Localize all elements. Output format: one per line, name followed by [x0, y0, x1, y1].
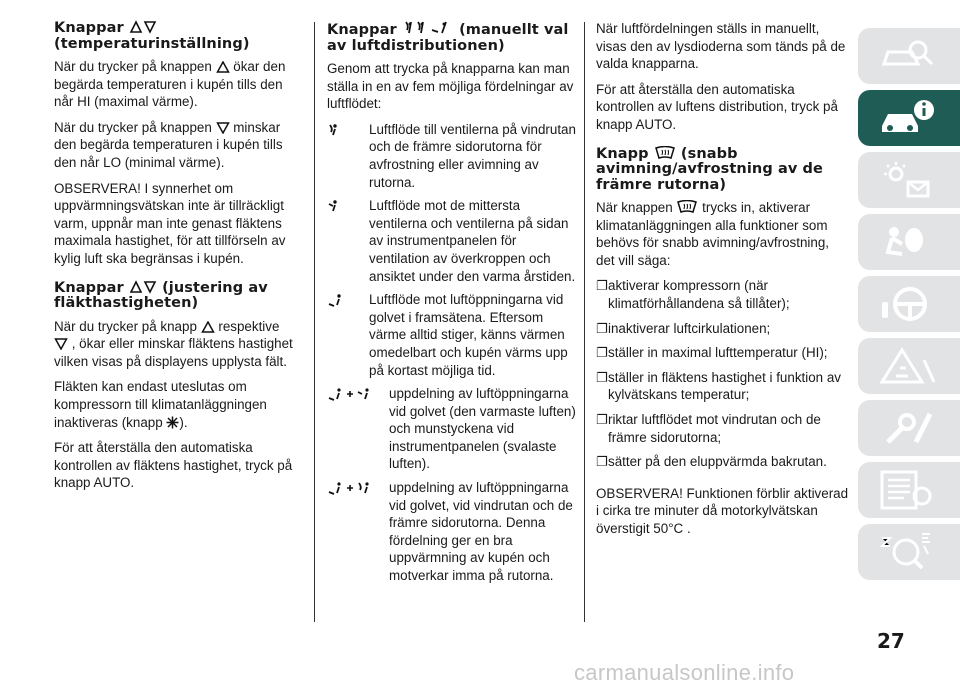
air-windshield-icon: [327, 121, 369, 191]
paragraph: När du trycker på knappen ökar den begärda temperaturen i kupén tills den når HI (maximal värme).: [54, 59, 286, 110]
column-divider: [584, 22, 585, 622]
air-face-icon: [327, 197, 369, 285]
column-right: [596, 20, 850, 546]
checkbox-bullet: ❐: [596, 412, 608, 427]
list-item: Luftflöde till ventilerna på vindrutan och de främre sidorutorna för avfrostning eller avimning av rutorna.: [327, 121, 577, 191]
paragraph: När luftfördelningen ställs in manuellt, visas den av lysdioderna som tänds på de valda knapparna.: [596, 21, 846, 72]
windshield-defrost-icon: [676, 200, 698, 214]
fan-icon: [166, 416, 179, 429]
air-distribution-icon: [402, 20, 454, 36]
paragraph: När du trycker på knappen minskar den begärda temperaturen i kupén tills den når LO (minimal värme).: [54, 119, 283, 170]
heading-temperature: Knappar (temperaturinställning): [54, 20, 250, 52]
list-item: Luftflöde mot de mittersta ventilerna och ventilerna på sidan av instrumentpanelen för ventilation av överkroppen och ansiktet under den varma årstiden.: [327, 197, 577, 285]
heading-defrost: Knapp (snabb avimning/avfrostning av de främre rutorna): [596, 145, 823, 193]
list-item: Luftflöde mot luftöppningarna vid golvet i framsätena. Eftersom värme alltid stiger, känns värmen omedelbart och kupén värms upp på kortast möjliga tid.: [327, 291, 577, 379]
triangle-up-icon: [201, 321, 215, 333]
triangle-up-icon: [216, 61, 230, 73]
search-car-icon: [878, 36, 938, 76]
heading-fan-speed: Knappar (justering av fläkthastigheten): [54, 279, 268, 312]
checkbox-bullet: ❐: [596, 454, 608, 470]
car-info-icon: [878, 98, 938, 138]
tab-instrument-panel[interactable]: [858, 90, 960, 146]
page-number: 27: [877, 629, 905, 653]
wrench-icon: [878, 408, 938, 448]
list-item: uppdelning av luftöppningarna vid golvet (den varmaste luften) och munstyckena vid instrumentpanelen (svalaste luften).: [327, 385, 577, 473]
road-warning-icon: [878, 346, 938, 386]
triangle-up-icon: [129, 20, 157, 34]
checkbox-bullet: ❐: [596, 369, 608, 385]
triangle-down-icon: [216, 122, 230, 134]
tab-technical-data[interactable]: [858, 462, 960, 518]
intro-text: Genom att trycka på knapparna kan man ställa in en av fem möjliga fördelningar av luftflödet:: [327, 61, 574, 112]
tab-getting-to-know[interactable]: [858, 28, 960, 84]
windshield-defrost-icon: [654, 146, 676, 160]
tab-emergency[interactable]: [858, 338, 960, 394]
list-item: uppdelning av luftöppningarna vid golvet, vid vindrutan och de främre sidorutorna. Denna fördelning ger en bra uppvärmning av kupén och motverkar imma på rutorna.: [327, 479, 577, 585]
chapter-sidebar: [858, 28, 960, 586]
paragraph-note: OBSERVERA! Funktionen förblir aktiverad i cirka tre minuter då motorkylvätskan överstigit 50°C .: [596, 485, 849, 536]
defrost-function-list: [596, 277, 850, 470]
steering-wheel-icon: [878, 284, 938, 324]
alphabet-index-icon: [878, 532, 938, 572]
list-item: ❐ aktiverar kompressorn (när klimatförhållandena så tillåter);: [596, 278, 790, 312]
tab-maintenance[interactable]: [858, 400, 960, 456]
list-item: ❐ ställer in fläktens hastighet i funktion av kylvätskans temperatur;: [596, 369, 841, 403]
heading-air-distribution: Knappar (manuellt val av luftdistributionen): [327, 22, 569, 54]
list-item: ❐ inaktiverar luftcirkulationen;: [596, 320, 771, 336]
paragraph-note: OBSERVERA! I synnerhet om uppvärmningsvätskan inte är tillräckligt varm, uppnår man inte genast fläktens maximala hastighet, för att tillförseln av kylig luft ska begränsas i kupén.: [54, 180, 286, 266]
tab-safety-lights[interactable]: [858, 152, 960, 208]
checkbox-bullet: ❐: [596, 320, 608, 336]
tab-starting-driving[interactable]: [858, 276, 960, 332]
checkbox-bullet: ❐: [596, 278, 608, 294]
paragraph: När knappen trycks in, aktiverar klimatanläggningen alla funktioner som behövs för snabb avimning/avfrostning, det vill säga:: [596, 200, 829, 268]
paragraph: För att återställa den automatiska kontrollen av luftens distribution, tryck på knapp AUTO.: [596, 81, 838, 132]
column-divider: [314, 22, 315, 622]
list-item: ❐ sätter på den eluppvärmda bakrutan.: [596, 454, 827, 470]
paragraph: Fläkten kan endast uteslutas om kompressorn till klimatanläggningen inaktiveras (knapp ).: [54, 379, 267, 430]
column-left: [54, 20, 304, 500]
airbag-icon: [878, 222, 938, 262]
checkbox-bullet: ❐: [596, 345, 608, 361]
triangle-pair-icon: [129, 280, 157, 294]
tab-safety[interactable]: [858, 214, 960, 270]
list-item: ❐ ställer in maximal lufttemperatur (HI);: [596, 345, 828, 361]
paragraph: För att återställa den automatiska kontrollen av fläktens hastighet, tryck på knapp AUTO.: [54, 440, 293, 491]
warning-lights-icon: [878, 160, 938, 200]
checklist-icon: [878, 470, 938, 510]
column-middle: [327, 20, 577, 591]
tab-index[interactable]: [858, 524, 960, 580]
paragraph: När du trycker på knapp respektive , ökar eller minskar fläktens hastighet vilken visas på displayens upplysta fält.: [54, 318, 293, 369]
air-floor-face-icon: [327, 385, 389, 473]
air-floor-icon: [327, 291, 369, 379]
list-item: ❐ riktar luftflödet mot vindrutan och de främre sidorutorna;: [596, 412, 821, 445]
air-floor-windshield-icon: [327, 479, 389, 585]
triangle-down-icon: [54, 338, 68, 350]
watermark: carmanualsonline.info: [574, 660, 795, 685]
